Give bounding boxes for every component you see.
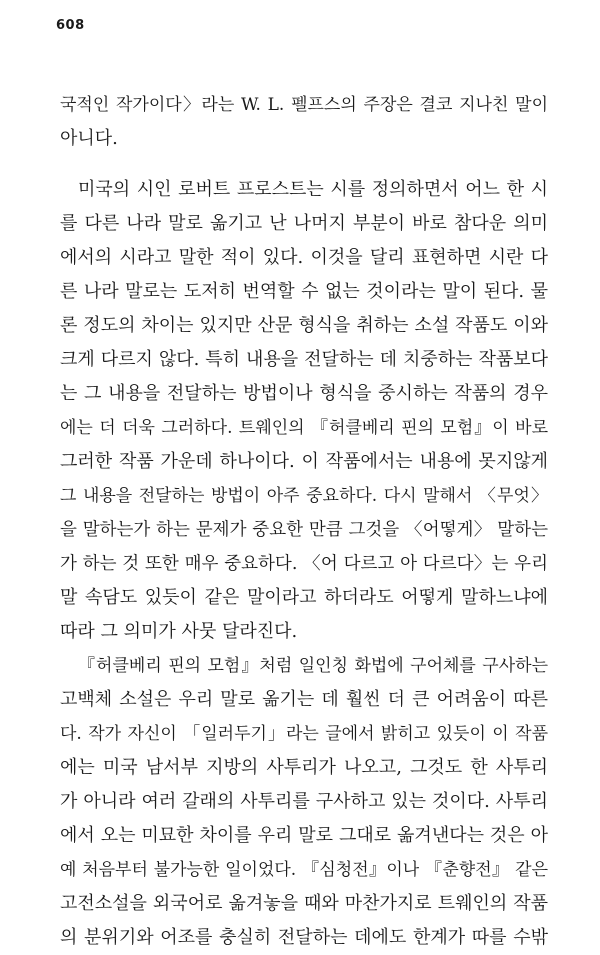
text-line: 를 다른 나라 말로 옮기고 난 나머지 부분이 바로 참다운 의미 (60, 213, 548, 234)
text-line: 에는 더 더욱 그러하다. 트웨인의 『허클베리 핀의 모험』이 바로 (60, 418, 548, 438)
text-line: 그러한 작품 가운데 하나이다. 이 작품에서는 내용에 못지않게 (60, 451, 548, 472)
text-line: 아니다. (60, 128, 118, 149)
text-line: 예 처음부터 불가능한 일이었다. 『심청전』이나 『춘향전』 같은 (60, 860, 548, 880)
text-line: 에는 미국 남서부 지방의 사투리가 나오고, 그것도 한 사투리 (60, 757, 548, 778)
text-line: 의 분위기와 어조를 충실히 전달하는 데에도 한계가 따를 수밖 (60, 927, 548, 948)
text-line: 미국의 시인 로버트 프로스트는 시를 정의하면서 어느 한 시 (78, 179, 548, 200)
paragraph-continuation (60, 88, 548, 156)
text-line: 고전소설을 외국어로 옮겨놓을 때와 마찬가지로 트웨인의 작품 (60, 893, 548, 914)
page-number: 608 (56, 18, 85, 33)
text-line: 고백체 소설은 우리 말로 옮기는 데 훨씬 더 큰 어려움이 따른 (60, 689, 548, 710)
text-line: 말 속담도 있듯이 같은 말이라고 하더라도 어떻게 말하느냐에 (60, 587, 548, 608)
text-line: 가 아니라 여러 갈래의 사투리를 구사하고 있는 것이다. 사투리 (60, 791, 548, 812)
text-line: 국적인 작가이다〉라는 W. L. 펠프스의 주장은 결코 지나친 말이 (60, 95, 548, 115)
text-line: 따라 그 의미가 사뭇 달라진다. (60, 621, 298, 642)
text-line: 는 그 내용을 전달하는 방법이나 형식을 중시하는 작품의 경우 (60, 383, 548, 404)
text-line: 그 내용을 전달하는 방법이 아주 중요하다. 다시 말해서 〈무엇〉 (60, 486, 548, 506)
text-line: 『허클베리 핀의 모험』처럼 일인칭 화법에 구어체를 구사하는 (78, 656, 548, 676)
text-line: 른 나라 말로는 도저히 번역할 수 없는 것이라는 말이 된다. 물 (60, 281, 548, 302)
text-line: 을 말하는가 하는 문제가 중요한 만큼 그것을 〈어떻게〉 말하는 (60, 520, 548, 540)
text-line: 에서의 시라고 말한 적이 있다. 이것을 달리 표현하면 시란 다 (60, 247, 548, 268)
text-line: 크게 다르지 않다. 특히 내용을 전달하는 데 치중하는 작품보다 (60, 349, 548, 370)
text-line: 론 정도의 차이는 있지만 산문 형식을 취하는 소설 작품도 이와 (60, 315, 548, 336)
main-text-block (60, 173, 548, 955)
text-line: 다. 작가 자신이 「일러두기」라는 글에서 밝히고 있듯이 이 작품 (60, 724, 548, 744)
text-line: 가 하는 것 또한 매우 중요하다. 〈어 다르고 아 다르다〉는 우리 (60, 554, 548, 574)
text-line: 에서 오는 미묘한 차이를 우리 말로 그대로 옮겨낸다는 것은 아 (60, 825, 548, 846)
